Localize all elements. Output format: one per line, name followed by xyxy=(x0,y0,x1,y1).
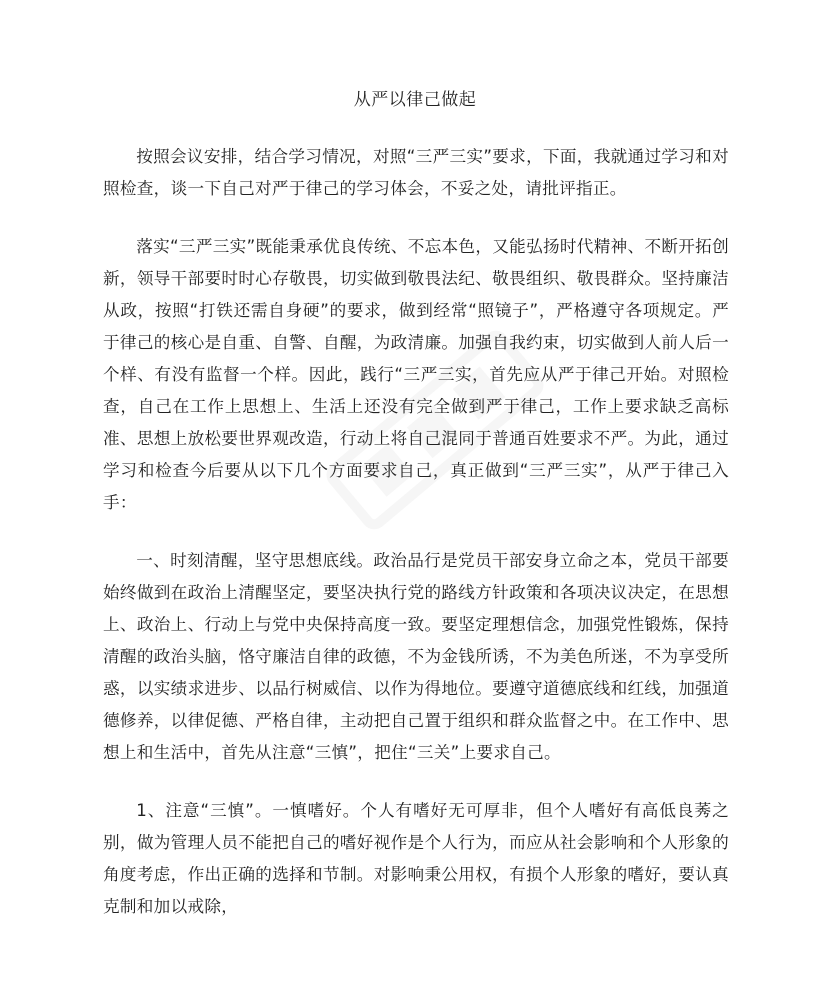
document-body xyxy=(103,141,729,949)
paragraph-three-cautions: 1、注意“三慎”。一慎嗜好。个人有嗜好无可厚非，但个人嗜好有高低良莠之别，做为管理人员不能把自己的嗜好视作是个人行为，而应从社会影响和个人形象的角度考虑，作出正确的选择和节制。对影响秉公用权，有损个人形象的嗜好，要认真克制和加以戒除， xyxy=(103,801,729,916)
paragraph-intro: 按照会议安排，结合学习情况，对照“三严三实”要求，下面，我就通过学习和对照检查，谈一下自己对严于律己的学习体会，不妥之处，请批评指正。 xyxy=(103,147,729,198)
paragraph-section-one: 一、时刻清醒，坚守思想底线。政治品行是党员干部安身立命之本，党员干部要始终做到在政治上清醒坚定，要坚决执行党的路线方针政策和各项决议决定，在思想上、政治上、行动上与党中央保持高度一致。要坚定理想信念，加强党性锻炼，保持清醒的政治头脑，恪守廉洁自律的政德，不为金钱所诱，不为美色所迷，不为享受所惑，以实绩求进步、以品行树威信、以作为得地位。要遵守道德底线和红线，加强道德修养，以律促德、严格自律，主动把自己置于组织和群众监督之中。在工作中、思想上和生活中，首先从注意“三慎”，把住“三关”上要求自己。 xyxy=(103,551,729,762)
paragraph-implementation: 落实“三严三实”既能秉承优良传统、不忘本色，又能弘扬时代精神、不断开拓创新，领导干部要时时心存敬畏，切实做到敬畏法纪、敬畏组织、敬畏群众。坚持廉洁从政，按照“打铁还需自身硬”的要求，做到经常“照镜子”，严格遵守各项规定。严于律己的核心是自重、自警、自醒，为政清廉。加强自我约束，切实做到人前人后一个样、有没有监督一个样。因此，践行“三严三实，首先应从严于律己开始。对照检查，自己在工作上思想上、生活上还没有完全做到严于律己，工作上要求缺乏高标准、思想上放松要世界观改造，行动上将自己混同于普通百姓要求不严。为此，通过学习和检查今后要从以下几个方面要求自己，真正做到“三严三实”，从严于律己入手： xyxy=(103,237,729,512)
document-title: 从严以律己做起 xyxy=(353,90,477,110)
